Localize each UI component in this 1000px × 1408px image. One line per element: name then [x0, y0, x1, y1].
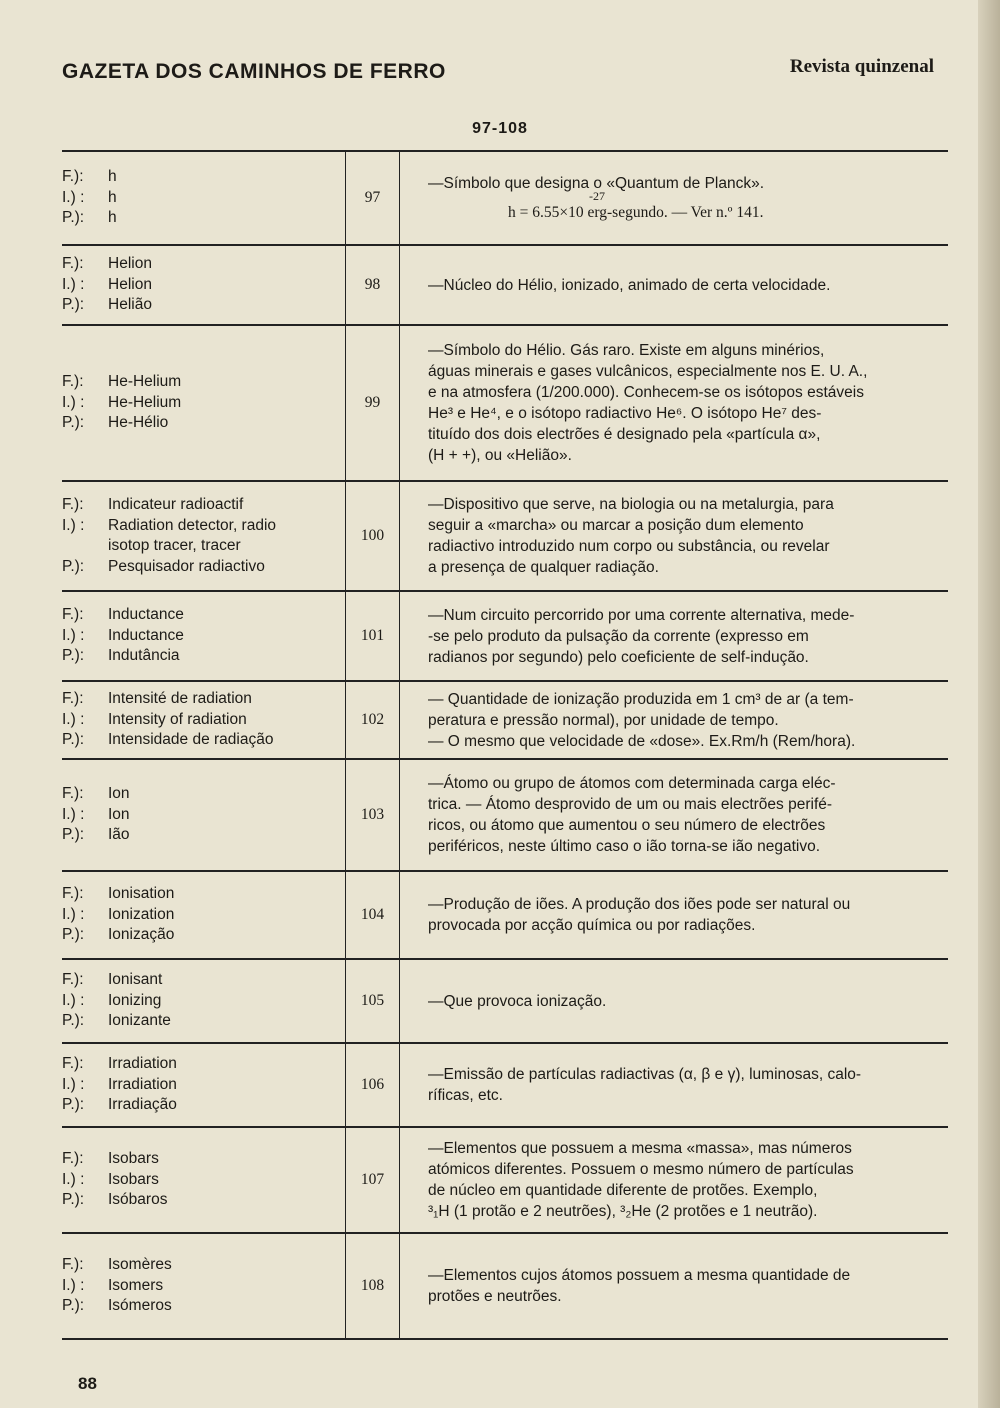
- term-language-code: P.):: [62, 731, 85, 749]
- term-text: Helion: [108, 255, 152, 273]
- definition-line: ríficas, etc.: [428, 1087, 503, 1104]
- term-text: Inductance: [108, 606, 184, 624]
- entry-definition: [428, 682, 940, 758]
- term-line: [62, 689, 345, 710]
- term-line: [62, 1170, 345, 1191]
- glossary-entry: [62, 872, 948, 960]
- term-line: [62, 393, 345, 414]
- planck-formula: [428, 189, 940, 223]
- term-text: Isobars: [108, 1150, 159, 1168]
- entry-number: 97: [345, 152, 400, 244]
- term-line: [62, 372, 345, 393]
- term-text: Intensidade de radiação: [108, 731, 274, 749]
- term-line: [62, 970, 345, 991]
- term-text: Ion: [108, 805, 130, 823]
- term-line: [62, 536, 345, 557]
- definition-line: peratura e pressão normal), por unidade de tempo.: [428, 711, 779, 729]
- term-line: [62, 1149, 345, 1170]
- definition-line: —Elementos cujos átomos possuem a mesma quantidade de: [428, 1267, 851, 1284]
- term-line: [62, 1190, 345, 1211]
- term-line: [62, 730, 345, 751]
- entry-number: 104: [345, 872, 400, 958]
- definition-line: trica. — Átomo desprovido de um ou mais electrões perifé-: [428, 796, 833, 813]
- term-language-code: I.) :: [62, 805, 85, 823]
- definition-line: -se pelo produto da pulsação da corrente (expresso em: [428, 627, 809, 645]
- term-text: h: [108, 168, 117, 186]
- term-line: [62, 295, 345, 316]
- term-line: [62, 188, 345, 209]
- term-text: Isobars: [108, 1170, 159, 1188]
- glossary-entry: [62, 1234, 948, 1340]
- term-text: Ionizante: [108, 1012, 171, 1030]
- entry-range: 97-108: [472, 120, 528, 137]
- term-language-code: P.):: [62, 826, 85, 844]
- entry-definition: [428, 482, 940, 590]
- term-language-code: I.) :: [62, 1276, 85, 1294]
- term-line: [62, 1296, 345, 1317]
- publication-title: GAZETA DOS CAMINHOS DE FERRO: [62, 60, 446, 83]
- term-text: isotop tracer, tracer: [108, 537, 241, 554]
- definition-line: — Quantidade de ionização produzida em 1 cm³ de ar (a tem-: [428, 690, 854, 708]
- formula-exponent: -27: [589, 189, 605, 203]
- term-line: [62, 557, 345, 578]
- glossary-entry: [62, 682, 948, 760]
- definition-line: ricos, ou átomo que aumentou o seu número de electrões: [428, 817, 826, 834]
- term-text: h: [108, 188, 117, 206]
- definition-line: (H + +), ou «Helião».: [428, 447, 572, 464]
- term-line: [62, 208, 345, 229]
- term-translations: [62, 326, 345, 480]
- term-text: Irradiation: [108, 1075, 177, 1093]
- term-text: Helion: [108, 275, 152, 293]
- term-language-code: F.):: [62, 255, 84, 273]
- term-language-code: P.):: [62, 414, 85, 432]
- definition-line: —Dispositivo que serve, na biologia ou na metalurgia, para: [428, 496, 834, 513]
- term-text: Ionization: [108, 905, 175, 923]
- definition-line: —Produção de iões. A produção dos iões pode ser natural ou: [428, 896, 851, 913]
- definition-line: e na atmosfera (1/200.000). Conhecem-se os isótopos estáveis: [428, 384, 864, 401]
- term-text: Intensity of radiation: [108, 710, 247, 728]
- term-language-code: I.) :: [62, 991, 85, 1009]
- definition-line: —Emissão de partículas radiactivas (α, β e γ), luminosas, calo-: [428, 1066, 862, 1083]
- entry-definition: [428, 326, 940, 480]
- term-language-code: F.):: [62, 373, 84, 391]
- entry-number: 106: [345, 1044, 400, 1126]
- term-language-code: F.):: [62, 885, 84, 903]
- term-translations: [62, 960, 345, 1042]
- definition-line: —Que provoca ionização.: [428, 992, 607, 1010]
- definition-line: a presença de qualquer radiação.: [428, 559, 659, 576]
- definition-line: periféricos, neste último caso o ião torna-se ião negativo.: [428, 838, 821, 855]
- definition-line: seguir a «marcha» ou marcar a posição dum elemento: [428, 517, 804, 534]
- term-text: Intensité de radiation: [108, 690, 252, 708]
- term-language-code: I.) :: [62, 1075, 85, 1093]
- term-line: [62, 1075, 345, 1096]
- term-text: Ionizing: [108, 991, 162, 1009]
- definition-line: radianos por segundo) pelo coeficiente de self-indução.: [428, 648, 809, 666]
- term-text: He-Hélio: [108, 414, 169, 432]
- term-line: [62, 1276, 345, 1297]
- term-language-code: P.):: [62, 926, 85, 944]
- definition-line: —Símbolo do Hélio. Gás raro. Existe em alguns minérios,: [428, 342, 825, 359]
- term-language-code: F.):: [62, 1256, 84, 1274]
- entry-number: 103: [345, 760, 400, 870]
- term-language-code: F.):: [62, 1055, 84, 1073]
- term-translations: [62, 152, 345, 244]
- term-language-code: P.):: [62, 209, 85, 227]
- glossary-entry: [62, 246, 948, 326]
- term-translations: [62, 1128, 345, 1232]
- term-line: [62, 1255, 345, 1276]
- term-translations: [62, 682, 345, 758]
- glossary-entry: [62, 760, 948, 872]
- term-line: [62, 254, 345, 275]
- entry-definition: [428, 246, 940, 324]
- entry-definition: [428, 592, 940, 680]
- definition-line: protões e neutrões.: [428, 1288, 562, 1305]
- definition-line: atómicos diferentes. Possuem o mesmo número de partículas: [428, 1161, 854, 1178]
- term-line: [62, 884, 345, 905]
- term-language-code: I.) :: [62, 188, 85, 206]
- entry-definition: [428, 760, 940, 870]
- glossary-entry: [62, 960, 948, 1044]
- definition-line: radiactivo introduzido num corpo ou substância, ou revelar: [428, 538, 830, 555]
- term-text: Ião: [108, 826, 130, 844]
- term-language-code: I.) :: [62, 905, 85, 923]
- page-number: 88: [78, 1374, 97, 1393]
- term-language-code: F.):: [62, 690, 84, 708]
- entry-definition: [428, 1044, 940, 1126]
- term-language-code: F.):: [62, 168, 84, 186]
- term-language-code: P.):: [62, 1297, 85, 1315]
- term-line: [62, 925, 345, 946]
- term-language-code: I.) :: [62, 393, 85, 411]
- term-line: [62, 991, 345, 1012]
- term-line: [62, 516, 345, 537]
- term-text: Irradiation: [108, 1055, 177, 1073]
- entry-number: 101: [345, 592, 400, 680]
- term-line: [62, 646, 345, 667]
- term-line: [62, 1095, 345, 1116]
- glossary-entry: [62, 592, 948, 682]
- glossary-entry: [62, 1044, 948, 1128]
- term-text: Isomers: [108, 1276, 164, 1294]
- term-line: [62, 626, 345, 647]
- term-language-code: F.):: [62, 496, 84, 513]
- definition-line: He³ e He⁴, e o isótopo radiactivo He⁶. O isótopo He⁷ des-: [428, 405, 822, 422]
- glossary-entry: [62, 482, 948, 592]
- term-text: Radiation detector, radio: [108, 516, 277, 534]
- term-language-code: F.):: [62, 606, 84, 624]
- definition-line: —Símbolo que designa o «Quantum de Planck».: [428, 175, 765, 192]
- term-line: [62, 1054, 345, 1075]
- term-line: [62, 805, 345, 826]
- formula-text: h = 6.55×10 erg-segundo. — Ver n.º 141.: [508, 204, 764, 221]
- term-text: Irradiação: [108, 1096, 177, 1114]
- term-line: [62, 275, 345, 296]
- entry-definition: [428, 960, 940, 1042]
- definition-line: —Num circuito percorrido por uma corrente alternativa, mede-: [428, 606, 855, 624]
- term-language-code: I.) :: [62, 275, 85, 293]
- term-language-code: P.):: [62, 1191, 85, 1209]
- entry-number: 105: [345, 960, 400, 1042]
- term-translations: [62, 1234, 345, 1338]
- term-text: Indutância: [108, 647, 180, 665]
- term-language-code: [62, 536, 108, 557]
- term-text: Helião: [108, 296, 152, 314]
- term-translations: [62, 482, 345, 590]
- entry-definition: [428, 1128, 940, 1232]
- term-text: Isomères: [108, 1256, 172, 1274]
- definition-line: —Átomo ou grupo de átomos com determinada carga eléc-: [428, 775, 836, 792]
- term-text: Ionização: [108, 926, 175, 944]
- term-line: [62, 605, 345, 626]
- term-line: [62, 825, 345, 846]
- term-language-code: I.) :: [62, 710, 85, 728]
- term-text: Isóbaros: [108, 1191, 168, 1209]
- term-line: [62, 1011, 345, 1032]
- page-header: [62, 56, 934, 86]
- definition-line: —Elementos que possuem a mesma «massa», mas números: [428, 1140, 852, 1157]
- definition-line: — O mesmo que velocidade de «dose». Ex.Rm/h (Rem/hora).: [428, 732, 856, 750]
- term-translations: [62, 760, 345, 870]
- entry-definition: [428, 152, 940, 244]
- term-text: Ionisant: [108, 971, 163, 989]
- term-language-code: F.):: [62, 1150, 84, 1168]
- term-language-code: I.) :: [62, 516, 85, 534]
- definition-line: de núcleo em quantidade diferente de protões. Exemplo,: [428, 1182, 818, 1199]
- term-language-code: F.):: [62, 785, 84, 803]
- definition-line: ³₁H (1 protão e 2 neutrões), ³₂He (2 protões e 1 neutrão).: [428, 1203, 818, 1220]
- page-edge: [978, 0, 1000, 1408]
- term-language-code: I.) :: [62, 1170, 85, 1188]
- publication-subtitle: Revista quinzenal: [789, 56, 934, 77]
- term-language-code: F.):: [62, 971, 84, 989]
- term-line: [62, 905, 345, 926]
- term-language-code: I.) :: [62, 626, 85, 644]
- glossary-entry: [62, 326, 948, 482]
- term-language-code: P.):: [62, 296, 85, 314]
- entry-definition: [428, 872, 940, 958]
- term-text: Ion: [108, 785, 130, 803]
- entry-number: 100: [345, 482, 400, 590]
- definition-line: tituído dos dois electrões é designado pela «partícula α»,: [428, 426, 821, 443]
- term-line: [62, 784, 345, 805]
- term-line: [62, 413, 345, 434]
- term-translations: [62, 246, 345, 324]
- term-text: Inductance: [108, 626, 184, 644]
- entry-number: 108: [345, 1234, 400, 1338]
- term-text: Isómeros: [108, 1297, 172, 1315]
- term-language-code: P.):: [62, 647, 85, 665]
- glossary-table: [62, 150, 948, 1340]
- entry-number: 102: [345, 682, 400, 758]
- term-line: [62, 495, 345, 516]
- term-line: [62, 710, 345, 731]
- term-line: [62, 167, 345, 188]
- term-language-code: P.):: [62, 1096, 85, 1114]
- entry-number: 99: [345, 326, 400, 480]
- glossary-entry: [62, 152, 948, 246]
- term-text: Pesquisador radiactivo: [108, 557, 265, 575]
- term-text: h: [108, 209, 117, 227]
- entry-number: 98: [345, 246, 400, 324]
- term-translations: [62, 1044, 345, 1126]
- definition-line: águas minerais e gases vulcânicos, especialmente nos E. U. A.,: [428, 363, 868, 380]
- term-translations: [62, 592, 345, 680]
- term-text: Ionisation: [108, 885, 175, 903]
- term-text: He-Helium: [108, 373, 182, 391]
- definition-line: —Núcleo do Hélio, ionizado, animado de certa velocidade.: [428, 276, 831, 294]
- definition-line: provocada por acção química ou por radiações.: [428, 917, 756, 934]
- entry-definition: [428, 1234, 940, 1338]
- term-text: He-Helium: [108, 393, 182, 411]
- entry-number: 107: [345, 1128, 400, 1232]
- term-text: Indicateur radioactif: [108, 496, 244, 513]
- term-language-code: P.):: [62, 557, 85, 575]
- glossary-entry: [62, 1128, 948, 1234]
- term-translations: [62, 872, 345, 958]
- term-language-code: P.):: [62, 1012, 85, 1030]
